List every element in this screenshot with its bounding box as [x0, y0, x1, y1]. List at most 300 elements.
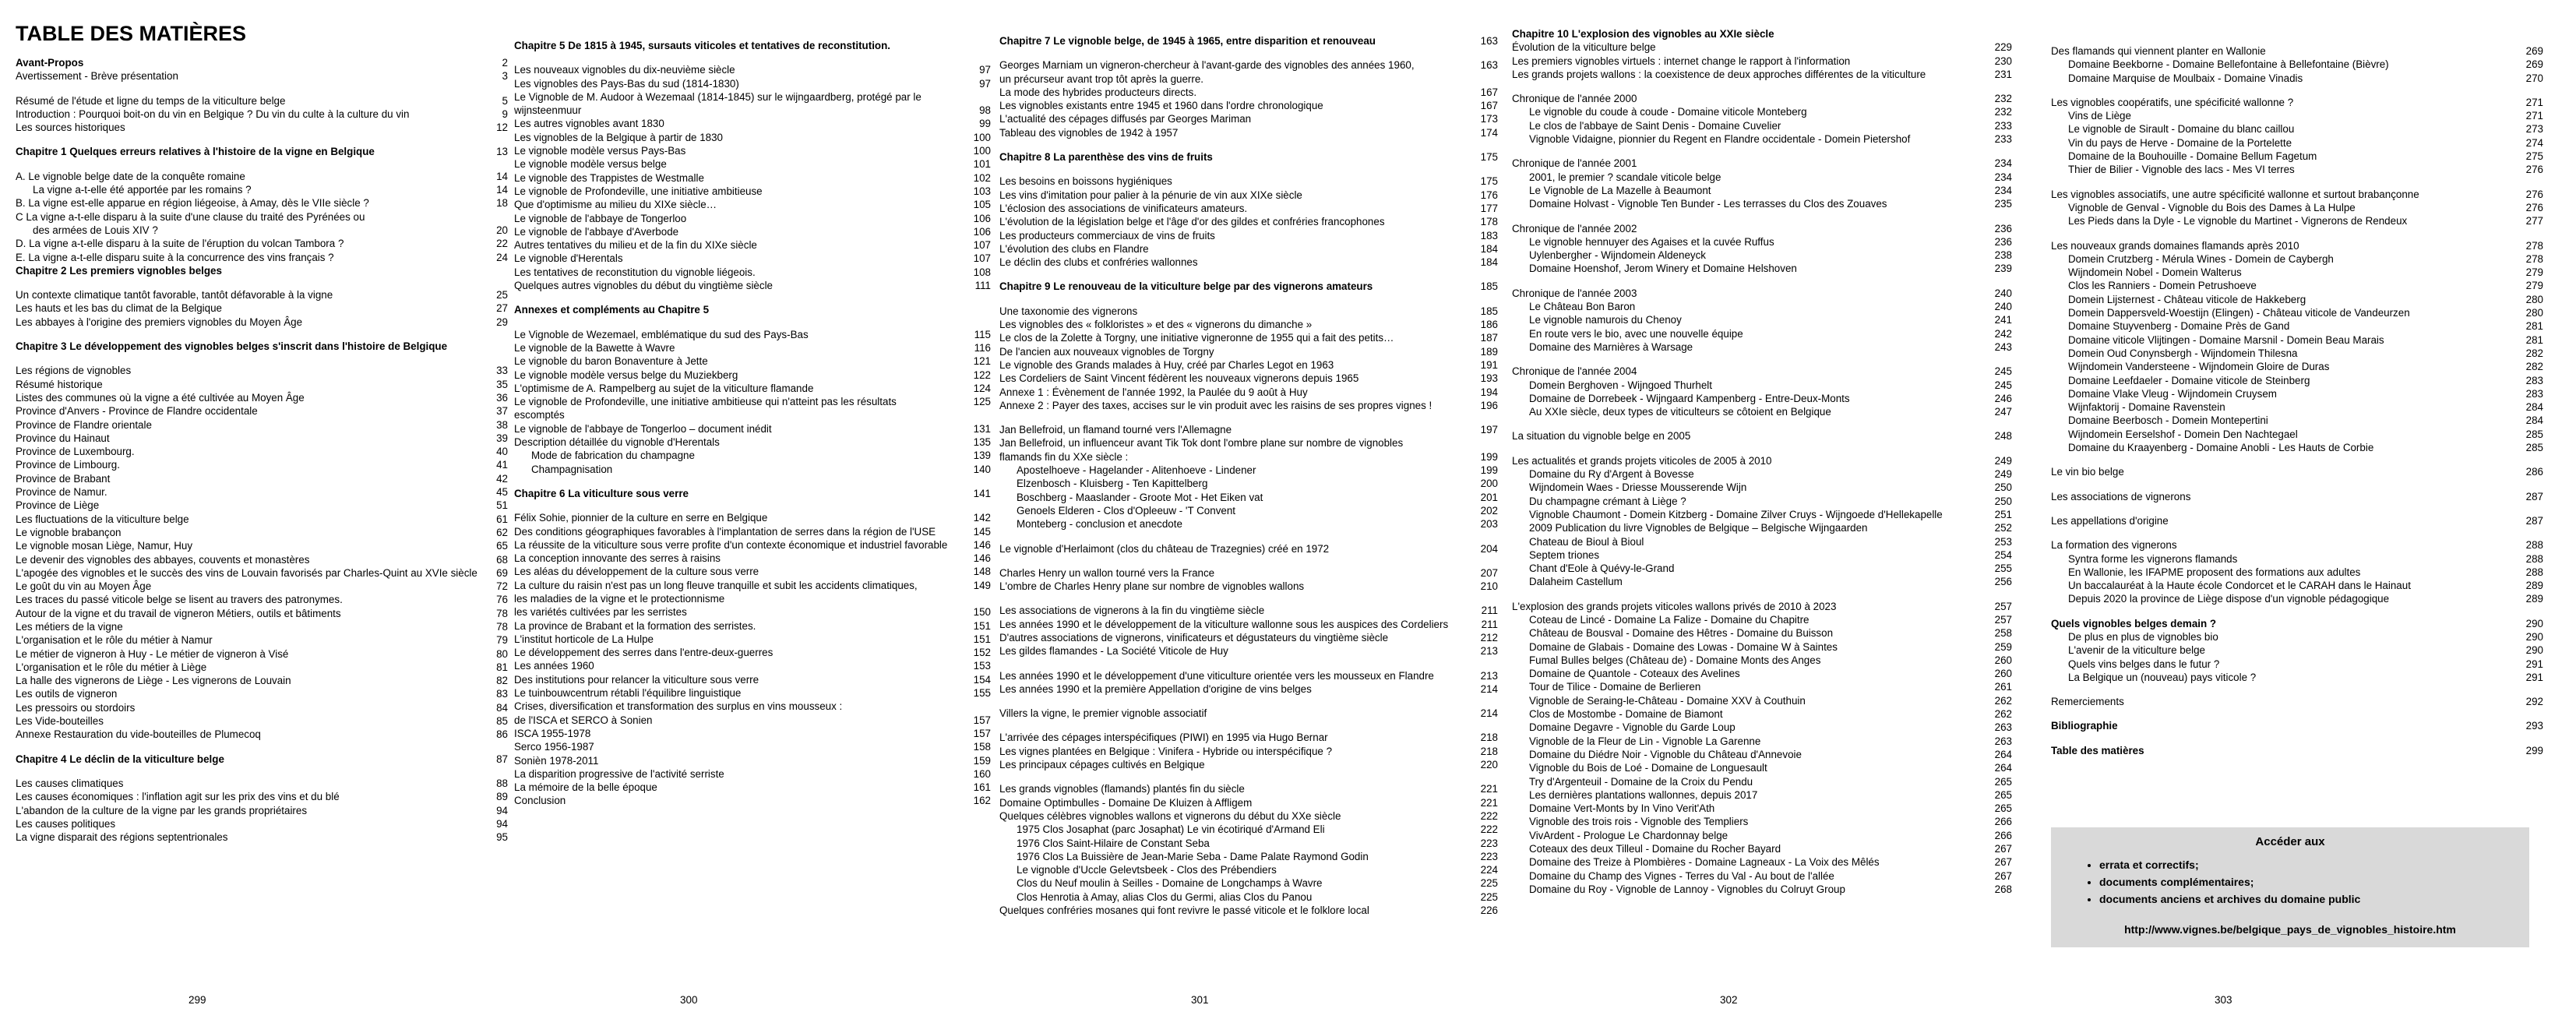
toc-entry-page: 279: [2525, 266, 2543, 279]
toc-entry-title: Domaine Optimbulles - Domaine De Kluizen à Affligem: [999, 796, 1253, 809]
toc-entry-page: 145: [973, 525, 991, 538]
toc-entry-title: Bibliographie: [2051, 720, 2118, 732]
toc-entry-title: Les métiers de la vigne: [16, 620, 123, 633]
toc-entry: [2051, 279, 2543, 292]
toc-entry: [999, 331, 1498, 344]
toc-entry-page: 38: [496, 418, 508, 431]
toc-entry-title: Autour de la vigne et du travail de vigneron Métiers, outils et bâtiments: [16, 607, 341, 619]
toc-entry-title: Le vignoble des Grands malades à Huy, créé par Charles Legot en 1963: [999, 358, 1334, 371]
toc-entry-title: Résumé de l'étude et ligne du temps de la viticulture belge: [16, 94, 286, 107]
toc-entry: [1512, 815, 2012, 828]
toc-entry-page: 257: [1994, 600, 2012, 612]
toc-entry: [1512, 748, 2012, 761]
toc-entry: [999, 682, 1498, 696]
toc-entry: [514, 63, 991, 76]
toc-entry: [16, 183, 508, 196]
toc-entry-page: 211: [1481, 618, 1498, 630]
toc-entry: [999, 491, 1498, 504]
toc-entry: [999, 99, 1498, 112]
toc-entry: [514, 354, 991, 368]
toc-entry: [1512, 249, 2012, 262]
toc-entry-title: Le Vignoble de Wezemael, emblématique du sud des Pays-Bas: [514, 328, 809, 340]
toc-entry: [999, 604, 1498, 617]
toc-entry-page: 89: [496, 791, 508, 803]
toc-entry-page: 146: [973, 538, 991, 551]
toc-entry-page: 161: [973, 781, 991, 794]
toc-entry-title: La halle des vignerons de Liège - Les vignerons de Louvain: [16, 675, 291, 687]
toc-entry-page: 85: [496, 715, 508, 728]
toc-entry: [2051, 96, 2543, 109]
toc-entry: [16, 728, 508, 741]
toc-entry-page: 276: [2525, 201, 2543, 213]
toc-entry-title: Annexe Restauration du vide-bouteilles de Plumecoq: [16, 728, 261, 741]
toc-entry: [999, 618, 1498, 631]
toc-entry: [999, 644, 1498, 658]
toc-entry: [2051, 266, 2543, 279]
toc-entry-title: Chateau de Bioul à Bioul: [1529, 535, 1644, 548]
toc-entry-page: 233: [1994, 133, 2012, 146]
toc-entry: [999, 305, 1498, 318]
access-item: • documents complémentaires;: [2099, 873, 2512, 890]
toc-entry-title: Les pressoirs ou stordoirs: [16, 701, 136, 714]
toc-entry-page: 12: [496, 122, 508, 134]
toc-entry: [1512, 481, 2012, 494]
toc-entry-page: 222: [1480, 823, 1498, 836]
toc-entry-title: La Belgique un (nouveau) pays viticole ?: [2068, 671, 2257, 683]
toc-entry: [999, 517, 1498, 531]
toc-entry-page: 225: [1480, 890, 1498, 903]
toc-entry: [16, 539, 508, 552]
toc-entry: [514, 117, 991, 130]
toc-entry-title: Vignoble de Genval - Vignoble du Bois des Dames à La Hulpe: [2068, 201, 2356, 213]
toc-entry-page: 287: [2525, 490, 2543, 502]
toc-entry-title: D'autres associations de vignerons, vinificateurs et dégustateurs du vingtième siècle: [999, 631, 1389, 644]
toc-entry-title: Depuis 2020 la province de Liège dispose d'un vignoble pédagogique: [2068, 593, 2390, 605]
toc-entry: [999, 450, 1498, 464]
toc-entry: [1512, 869, 2012, 883]
toc-entry-page: 241: [1994, 314, 2012, 326]
toc-entry-page: 174: [1480, 126, 1498, 139]
toc-entry-title: 1976 Clos La Buissière de Jean-Marie Seba - Dame Palate Raymond Godin: [1017, 850, 1369, 862]
toc-entry: [16, 458, 508, 471]
toc-entry: [16, 620, 508, 633]
toc-entry: [16, 69, 508, 83]
toc-entry-page: 236: [1994, 222, 2012, 234]
toc-entry: [1512, 467, 2012, 481]
toc-entry-title: Les années 1990 et la première Appellation d'origine de vins belges: [999, 682, 1312, 695]
toc-entry: [999, 631, 1498, 644]
toc-entry-page: 251: [1994, 508, 2012, 520]
toc-entry-title: Domaine Holvast - Vignoble Ten Bunder - Les terrasses du Clos des Zouaves: [1529, 198, 1887, 210]
toc-entry-title: Une taxonomie des vignerons: [999, 305, 1138, 317]
toc-entry: [999, 318, 1498, 331]
toc-entry-title: Genoels Elderen - Clos d'Opleeuw - 'T Convent: [1017, 504, 1236, 517]
toc-entry-title: Chapitre 4 Le déclin de la viticulture belge: [16, 753, 224, 765]
toc-entry-title: Château de Bousval - Domaine des Hêtres - Domaine du Buisson: [1529, 627, 1834, 640]
toc-entry-page: 18: [496, 197, 508, 210]
toc-entry-page: 100: [973, 145, 991, 157]
toc-entry: [1512, 222, 2012, 235]
toc-entry-page: 158: [973, 741, 991, 753]
toc-entry-title: Les besoins en boissons hygiéniques: [999, 175, 1172, 188]
toc-entry-title: L'organisation et le rôle du métier à Namur: [16, 634, 213, 647]
toc-entry-page: 284: [2525, 401, 2543, 414]
toc-entry-page: 214: [1480, 682, 1498, 695]
toc-entry: [999, 796, 1498, 809]
toc-entry: [1512, 680, 2012, 693]
toc-entry-title: Domaine du Champ des Vignes - Terres du Val - Au bout de l'allée: [1529, 869, 1834, 882]
toc-entry-title: Georges Marniam un vigneron-chercheur à l'avant-garde des vignobles des années 1960,: [999, 59, 1415, 72]
toc-entry-page: 139: [973, 450, 991, 462]
toc-heading-entry: [16, 340, 508, 353]
toc-entry-title: Chapitre 3 Le développement des vignobles belges s'inscrit dans l'histoire de Belgique: [16, 340, 448, 353]
toc-entry-title: Les vignobles existants entre 1945 et 1960 dans l'ordre chronologique: [999, 100, 1323, 112]
toc-entry-title: Elzenbosch - Kluisberg - Ten Kapittelberg: [1017, 478, 1208, 490]
toc-entry-page: 218: [1480, 732, 1498, 744]
toc-entry: [514, 463, 991, 476]
toc-entry-page: 280: [2525, 293, 2543, 305]
toc-entry-title: La réussite de la viticulture sous verre profite d'un contexte économique et industriel favorable: [514, 538, 948, 551]
toc-entry-page: 83: [496, 688, 508, 700]
toc-entry: [16, 237, 508, 250]
toc-heading-entry: [16, 264, 508, 277]
toc-entry-title: Domaine des Marnières à Warsage: [1529, 340, 1693, 353]
toc-entry: [999, 504, 1498, 517]
toc-entry-title: Tableau des vignobles de 1942 à 1957: [999, 126, 1179, 139]
toc-entry-title: Chapitre 6 La viticulture sous verre: [514, 487, 689, 499]
toc-entry-title: escomptés: [514, 409, 565, 421]
toc-entry-page: 254: [1994, 548, 2012, 561]
toc-entry: [514, 238, 991, 252]
toc-entry-page: 155: [973, 687, 991, 700]
toc-entry-title: Charles Henry un wallon tourné vers la France: [999, 566, 1215, 579]
toc-entry-page: 106: [973, 212, 991, 224]
toc-entry-title: Coteau de Lincé - Domaine La Falize - Domaine du Chapitre: [1529, 613, 1810, 626]
toc-entry: [514, 144, 991, 157]
toc-entry: [16, 633, 508, 647]
toc-entry-page: 149: [973, 579, 991, 591]
toc-entry-page: 186: [1480, 319, 1498, 331]
toc-entry-title: Villers la vigne, le premier vignoble associatif: [999, 707, 1207, 720]
toc-entry-title: Le vignoble namurois du Chenoy: [1529, 314, 1682, 326]
toc-entry-title: Quels vignobles belges demain ?: [2051, 617, 2217, 629]
toc-entry-title: L'optimisme de A. Rampelberg au sujet de la viticulture flamande: [514, 382, 814, 394]
toc-entry: [514, 686, 991, 700]
toc-entry-page: 212: [1480, 631, 1498, 644]
toc-entry: [16, 647, 508, 661]
toc-entry-page: 141: [973, 487, 991, 499]
toc-entry-page: 221: [1480, 796, 1498, 809]
toc-entry-page: 122: [973, 368, 991, 381]
toc-entry-title: Les tentatives de reconstitution du vignoble liégeois.: [514, 266, 756, 278]
toc-entry: [2051, 658, 2543, 671]
toc-entry-title: Fumal Bulles belges (Château de) - Domaine Monts des Anges: [1529, 654, 1821, 666]
toc-entry-title: Domaine Marquise de Moulbaix - Domaine Vinadis: [2068, 72, 2303, 84]
page-number: 301: [1191, 994, 1209, 1006]
toc-entry: [1512, 105, 2012, 118]
toc-entry: [999, 542, 1498, 555]
toc-entry-title: Wijndomein Nobel - Domein Walterus: [2068, 266, 2242, 279]
toc-entry-title: Domaine Stuyvenberg - Domaine Près de Gand: [2068, 320, 2290, 333]
toc-entry-title: Annexe 1 : Évènement de l'année 1992, la Paulée du 9 août à Huy: [999, 386, 1308, 398]
toc-entry: [1512, 521, 2012, 534]
toc-entry-page: 247: [1994, 406, 2012, 418]
toc-entry: [514, 794, 991, 807]
toc-entry-page: 101: [973, 158, 991, 171]
toc-entry-page: 199: [1480, 464, 1498, 477]
toc-entry: [2051, 188, 2543, 201]
page-number: 300: [680, 994, 698, 1006]
toc-entry-page: 61: [496, 513, 508, 525]
toc-entry: [514, 565, 991, 578]
toc-entry: [999, 189, 1498, 202]
toc-column-4: [1512, 27, 2012, 982]
toc-entry-title: Domaine Hoenshof, Jerom Winery et Domaine Helshoven: [1529, 263, 1797, 275]
toc-entry-title: Uylenbergher - Wijndomein Aldeneyck: [1529, 249, 1707, 262]
toc-entry-title: Province de Liège: [16, 499, 100, 512]
toc-entry: [2051, 122, 2543, 136]
toc-entry: [999, 229, 1498, 242]
toc-entry: [1512, 626, 2012, 640]
toc-entry-title: Chronique de l'année 2000: [1512, 93, 1637, 105]
toc-entry-title: Domaine Beerbosch - Domein Montepertini: [2068, 414, 2268, 427]
toc-entry-page: 288: [2525, 566, 2543, 578]
toc-entry: [514, 511, 991, 524]
toc-entry-page: 210: [1480, 580, 1498, 593]
toc-entry-title: Le développement des serres dans l'entre-deux-guerres: [514, 647, 774, 659]
toc-entry-title: 2001, le premier ? scandale viticole belge: [1529, 171, 1721, 183]
toc-entry-title: Les régions de vignobles: [16, 365, 132, 377]
toc-entry-title: 1976 Clos Saint-Hilaire de Constant Seba: [1017, 837, 1210, 849]
toc-entry-title: Le vignoble de Profondeville, une initiative ambitieuse qui n'atteint pas les résultats: [514, 396, 897, 408]
toc-entry: [514, 225, 991, 238]
toc-entry-page: 226: [1480, 904, 1498, 917]
toc-entry-title: Chapitre 10 L'explosion des vignobles au XXIe siècle: [1512, 28, 1774, 40]
toc-entry-title: Le clos de l'abbaye de Saint Denis - Domaine Cuvelier: [1529, 119, 1781, 132]
toc-entry-title: De plus en plus de vignobles bio: [2068, 630, 2218, 643]
toc-entry: [999, 436, 1498, 450]
toc-entry: [16, 817, 508, 830]
toc-entry-page: 264: [1994, 762, 2012, 774]
toc-entry-title: Thier de Bilier - Vignoble des lacs - Mes VI terres: [2068, 164, 2295, 176]
toc-entry-title: Wijnfaktorij - Domaine Ravenstein: [2068, 401, 2225, 414]
toc-entry: [1512, 313, 2012, 326]
toc-entry-page: 202: [1480, 504, 1498, 517]
toc-entry-page: 284: [2525, 414, 2543, 427]
toc-entry-title: Le vignoble mosan Liège, Namur, Huy: [16, 540, 193, 552]
toc-entry-page: 95: [496, 831, 508, 844]
access-url-link[interactable]: http://www.vignes.be/belgique_pays_de_vignobles_histoire.htm: [2124, 923, 2456, 936]
toc-entry-page: 80: [496, 647, 508, 660]
toc-entry-title: Dalaheim Castellum: [1529, 576, 1623, 588]
toc-entry-page: 78: [496, 620, 508, 633]
toc-entry-title: Domein Lijsternest - Château viticole de Hakkeberg: [2068, 293, 2306, 305]
toc-entry-page: 282: [2525, 361, 2543, 373]
toc-entry-title: Des institutions pour relancer la viticulture sous verre: [514, 673, 759, 686]
toc-entry-title: Vignoble des trois rois - Vignoble des Templiers: [1529, 816, 1749, 828]
toc-entry: [1512, 454, 2012, 467]
toc-entry-title: L'apogée des vignobles et le succès des vins de Louvain favorisés par Charles-Quint au XVIe siècle: [16, 566, 477, 579]
toc-entry-page: 81: [496, 661, 508, 673]
toc-entry: [16, 714, 508, 728]
toc-entry: [2051, 374, 2543, 387]
toc-entry: [514, 605, 991, 619]
toc-entry-title: B. La vigne est-elle apparue en région liégeoise, à Amay, dès le VIIe siècle ?: [16, 197, 369, 210]
toc-entry-title: Le métier de vigneron à Huy - Le métier de vigneron à Visé: [16, 647, 289, 660]
toc-entry: [16, 790, 508, 803]
toc-entry-title: Domaine des Treize à Plombières - Domaine Lagneaux - La Voix des Mêlés: [1529, 856, 1880, 869]
toc-entry-title: Domaine Beekborne - Domaine Bellefontaine à Bellefontaine (Bièvre): [2068, 58, 2389, 71]
toc-entry-page: 291: [2525, 671, 2543, 683]
toc-entry-page: 234: [1994, 171, 2012, 183]
toc-entry-page: 250: [1994, 495, 2012, 507]
toc-entry-title: Les associations de vignerons à la fin du vingtième siècle: [999, 605, 1265, 617]
toc-entry-page: 232: [1994, 93, 2012, 105]
toc-entry-title: Le tuinbouwcentrum rétabli l'équilibre linguistique: [514, 687, 742, 700]
toc-entry: [514, 727, 991, 740]
access-box-title: Accéder aux: [2255, 835, 2325, 848]
toc-entry-page: 222: [1480, 809, 1498, 822]
toc-entry-title: Domein Crutzberg - Mérula Wines - Domein de Caybergh: [2068, 252, 2334, 265]
toc-entry-page: 199: [1480, 450, 1498, 463]
toc-entry: [514, 341, 991, 354]
toc-entry-title: Les producteurs commerciaux de vins de fruits: [999, 229, 1215, 242]
toc-entry-page: 150: [973, 606, 991, 619]
toc-entry-page: 256: [1994, 576, 2012, 588]
toc-entry-title: Coteaux des deux Tilleul - Domaine du Rocher Bayard: [1529, 843, 1781, 855]
toc-entry: [16, 432, 508, 445]
toc-entry: [1512, 157, 2012, 170]
toc-entry: [16, 687, 508, 700]
toc-entry-page: 265: [1994, 775, 2012, 788]
toc-entry-title: Remerciements: [2051, 696, 2124, 708]
toc-entry-page: 37: [496, 405, 508, 418]
toc-entry-page: 279: [2525, 280, 2543, 292]
toc-entry: [999, 809, 1498, 823]
toc-entry-page: 102: [973, 171, 991, 184]
toc-entry: [514, 328, 991, 341]
toc-entry: [2051, 360, 2543, 373]
toc-entry: [514, 185, 991, 198]
toc-entry-page: 245: [1994, 365, 2012, 378]
toc-entry-title: Domaine viticole Vlijtingen - Domaine Marsnil - Domein Beau Marais: [2068, 333, 2384, 346]
toc-entry: [16, 513, 508, 526]
toc-entry: [999, 86, 1498, 99]
toc-entry: [2051, 465, 2543, 478]
toc-entry: [1512, 41, 2012, 54]
toc-entry-page: 121: [973, 355, 991, 368]
toc-entry-title: L'évolution des clubs en Flandre: [999, 242, 1149, 255]
toc-entry-title: Quelques célèbres vignobles wallons et vignerons du début du XXe siècle: [999, 809, 1341, 822]
toc-entry-page: 151: [973, 633, 991, 645]
toc-entry-title: Le vignoble de l'abbaye de Tongerloo: [514, 212, 687, 224]
toc-entry-title: L'actualité des cépages diffusés par Georges Mariman: [999, 113, 1252, 125]
toc-entry-title: Les fluctuations de la viticulture belge: [16, 513, 189, 525]
toc-entry-title: Les traces du passé viticole belge se lisent au travers des patronymes.: [16, 594, 343, 606]
toc-entry-title: Les causes politiques: [16, 817, 116, 830]
toc-entry-page: 167: [1480, 86, 1498, 98]
toc-heading-entry: [999, 280, 1498, 293]
toc-entry-title: flamands fin du XXe siècle :: [999, 450, 1129, 463]
toc-entry-page: 108: [973, 266, 991, 278]
toc-entry-page: 146: [973, 552, 991, 565]
toc-entry-title: Les causes économiques : l'inflation agit sur les prix des vins et du blé: [16, 791, 340, 803]
toc-entry: [1512, 171, 2012, 184]
toc-entry: [514, 266, 991, 279]
toc-entry-page: 255: [1994, 562, 2012, 575]
toc-entry: [16, 391, 508, 404]
toc-entry-title: Que d'optimisme au milieu du XIXe siècle…: [514, 199, 717, 211]
toc-entry-page: 25: [496, 289, 508, 301]
toc-entry-page: 266: [1994, 829, 2012, 841]
toc-entry-page: 276: [2525, 164, 2543, 176]
toc-entry-page: 270: [2525, 72, 2543, 84]
toc-entry: [1512, 235, 2012, 249]
toc-entry-page: 250: [1994, 481, 2012, 494]
toc-entry: [1512, 184, 2012, 197]
toc-entry: [2051, 630, 2543, 644]
toc-entry-title: Quels vins belges dans le futur ?: [2068, 658, 2220, 670]
toc-entry-title: les variétés cultivées par les serristes: [514, 606, 687, 619]
toc-entry-page: 249: [1994, 454, 2012, 467]
toc-entry: [1512, 379, 2012, 392]
toc-entry-title: Le vignoble de Sirault - Domaine du blanc caillou: [2068, 123, 2295, 136]
toc-entry: [999, 126, 1498, 139]
toc-entry: [2051, 644, 2543, 657]
toc-entry-page: 240: [1994, 287, 2012, 299]
toc-entry-page: 82: [496, 675, 508, 687]
toc-entry-title: Mode de fabrication du champagne: [531, 450, 695, 462]
toc-entry: [1512, 55, 2012, 68]
toc-entry-title: Conclusion: [514, 795, 566, 807]
toc-entry: [16, 804, 508, 817]
toc-heading-entry: [16, 753, 508, 766]
toc-entry-page: 173: [1480, 113, 1498, 125]
toc-entry-title: Jan Bellefroid, un influenceur avant Tik Tok dont l'ombre plane sur nombre de vignobles: [999, 437, 1404, 450]
toc-entry-title: Table des matières: [2051, 744, 2144, 756]
toc-entry-title: La vigne a-t-elle été apportée par les romains ?: [33, 184, 252, 196]
toc-entry: [999, 72, 1498, 86]
toc-entry-page: 220: [1480, 759, 1498, 771]
toc-entry-page: 45: [496, 486, 508, 499]
toc-entry-page: 40: [496, 446, 508, 458]
toc-entry: [16, 364, 508, 377]
toc-entry-title: Wijndomein Waes - Driesse Mousserende Wijn: [1529, 481, 1747, 494]
toc-entry-page: 242: [1994, 327, 2012, 340]
toc-entry-page: 223: [1480, 850, 1498, 862]
toc-entry-page: 157: [973, 714, 991, 726]
toc-entry-page: 285: [2525, 428, 2543, 440]
toc-entry-title: C La vigne a-t-elle disparu à la suite d'une clause du traité des Pyrénées ou: [16, 210, 365, 223]
toc-entry-page: 86: [496, 728, 508, 741]
toc-entry-title: Le déclin des clubs et confréries wallonnes: [999, 256, 1198, 269]
toc-entry-page: 22: [496, 238, 508, 250]
toc-entry-page: 231: [1994, 68, 2012, 80]
toc-entry: [2051, 347, 2543, 360]
toc-entry-page: 152: [973, 647, 991, 659]
toc-entry-page: 288: [2525, 539, 2543, 552]
toc-entry-page: 88: [496, 777, 508, 789]
toc-entry-title: Domein Oud Conynsbergh - Wijndomein Thilesna: [2068, 347, 2298, 359]
toc-entry: [514, 212, 991, 225]
toc-entry-title: Domaine Vlake Vleug - Wijndomein Cruysem: [2068, 387, 2277, 400]
toc-entry-title: Boschberg - Maaslander - Groote Mot - Het Eiken vat: [1017, 491, 1263, 503]
toc-entry-page: 105: [973, 199, 991, 211]
toc-entry-page: 175: [1480, 175, 1498, 188]
toc-entry-title: L'institut horticole de La Hulpe: [514, 633, 654, 645]
access-box-list: [2068, 856, 2512, 908]
toc-entry-page: 42: [496, 472, 508, 485]
